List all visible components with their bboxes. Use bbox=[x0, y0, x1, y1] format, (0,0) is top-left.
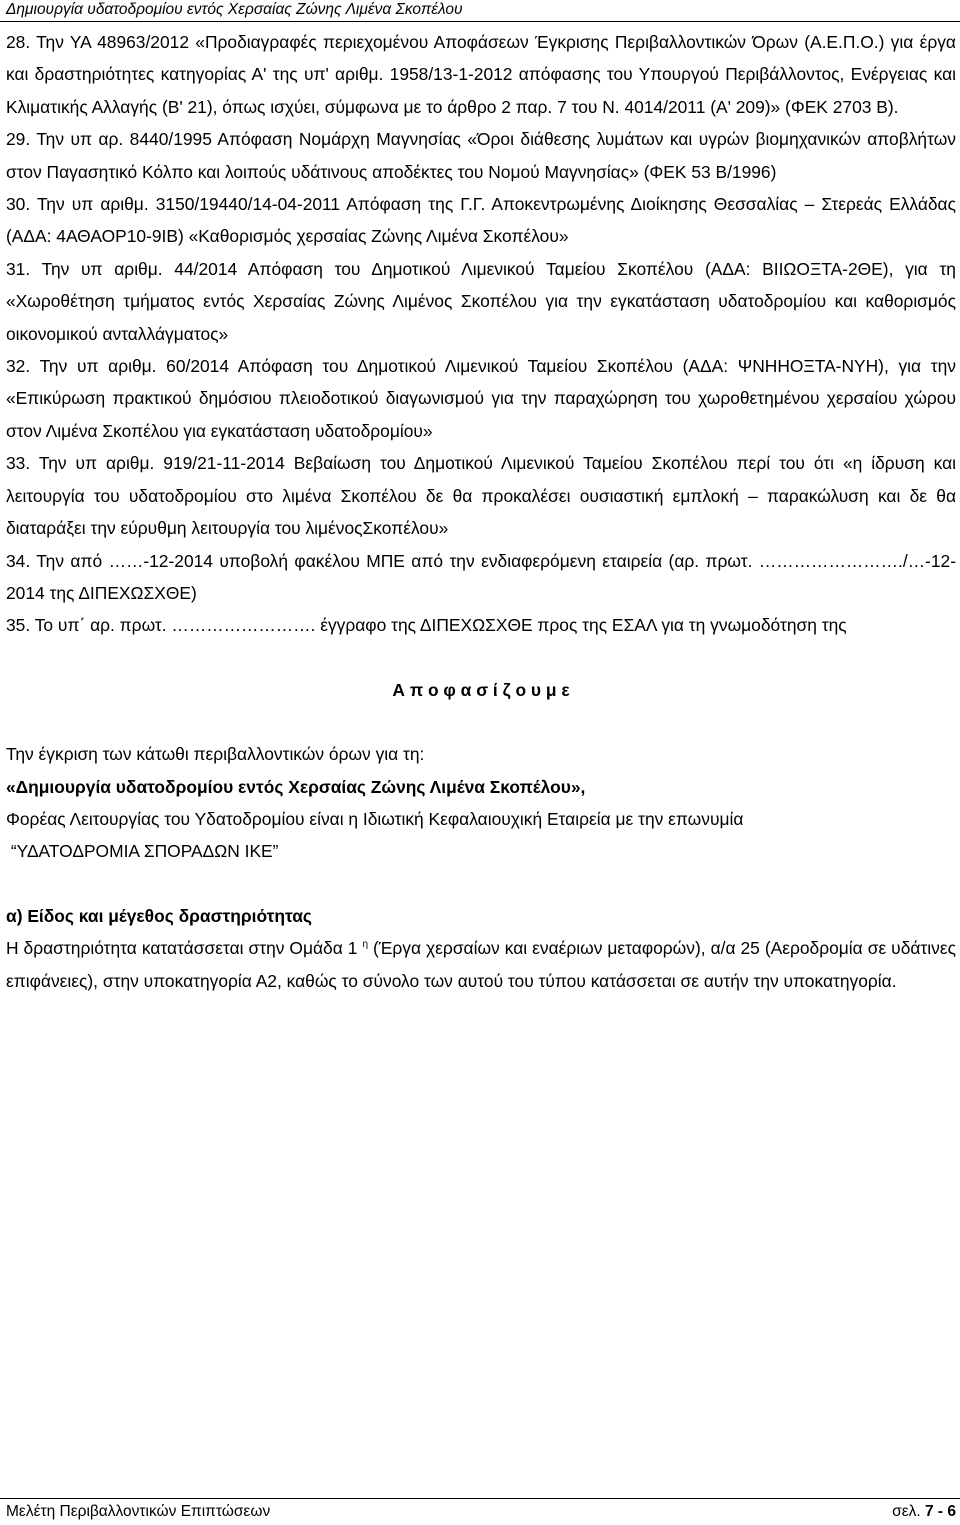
section-a-text-part: (Έργα χερσαίων και εναέριων μεταφορών), α/α 25 (Αεροδρομία σε υδάτινες επιφάνειες), στην υποκατηγορία Α2, καθώς το σύνολο των αυτού του τύπου κατάσσεται σε αυτήν την υποκατηγορία. bbox=[6, 938, 956, 991]
section-a-text-part: Η δραστηριότητα κατατάσσεται στην Ομάδα 1 bbox=[6, 938, 358, 959]
item-text: Την υπ αριθμ. 60/2014 Απόφαση του Δημοτικού Λιμενικού Ταμείου Σκοπέλου (ΑΔΑ: ΨΝΗΗΟΞΤΑ-ΝΥΗ), για την «Επικύρωση πρακτικού δημόσιου πλειοδοτικού διαγωνισμού για την παραχώρηση του χωροθετημένου χερσαίου χώρου στον Λιμένα Σκοπέλου για εγκατάσταση υδατοδρομίου» bbox=[6, 356, 956, 441]
operator-name bbox=[6, 835, 956, 867]
item-number: 28. bbox=[6, 32, 31, 52]
section-a-text bbox=[6, 932, 956, 997]
decision-intro: Την έγκριση των κάτωθι περιβαλλοντικών όρων για τη: bbox=[6, 744, 425, 765]
header-divider bbox=[0, 21, 960, 22]
item-text: Την υπ αριθμ. 919/21-11-2014 Βεβαίωση του Δημοτικού Λιμενικού Ταμείου Σκοπέλου περί του ότι «η ίδρυση και λειτουργία του υδατοδρομίου στο λιμένα Σκοπέλου δε θα προκαλέσει ουσιαστική εμπλοκή – παρακώλυση και δε θα διαταράξει την εύρυθμη λειτουργία του λιμένοςΣκοπέλου» bbox=[6, 453, 956, 539]
list-item-30 bbox=[6, 188, 956, 253]
list-item-32 bbox=[6, 350, 956, 447]
operator-line: Φορέας Λειτουργίας του Υδατοδρομίου είναι η Ιδιωτική Κεφαλαιουχική Εταιρεία με την επωνυμία bbox=[6, 808, 744, 829]
item-text: Την υπ αριθμ. 44/2014 Απόφαση του Δημοτικού Λιμενικού Ταμείου Σκοπέλου (ΑΔΑ: ΒΙΙΩΟΞΤΑ-2ΘΕ), για τη «Χωροθέτηση τμήματος εντός Χερσαίας Ζώνης Λιμένος Σκοπέλου για την εγκατάσταση υδατοδρομίου και καθορισμός οικονομικού ανταλλάγματος» bbox=[6, 258, 956, 344]
item-number: 32. bbox=[6, 356, 31, 377]
spacer bbox=[6, 642, 956, 674]
decision-heading: Α π ο φ α σ ί ζ ο υ μ ε bbox=[392, 679, 570, 700]
list-item-33 bbox=[6, 447, 956, 544]
list-item-29 bbox=[6, 123, 956, 188]
list-item-31 bbox=[6, 253, 956, 350]
page-number bbox=[892, 1503, 956, 1521]
item-text: Την ΥΑ 48963/2012 «Προδιαγραφές περιεχομένου Αποφάσεων Έγκρισης Περιβαλλοντικών Όρων (Α.Ε.Π.Ο.) για έργα και δραστηριότητες κατηγορίας Α' της υπ' αριθμ. 1958/13-1-2012 απόφασης του Υπουργού Περιβάλλοντος, Ενέργειας και Κλιματικής Αλλαγής (Β' 21), όπως ισχύει, σύμφωνα με το άρθρο 2 παρ. 7 του Ν. 4014/2011 (Α' 209)» (ΦΕΚ 2703 Β). bbox=[6, 32, 956, 117]
item-number: 31. bbox=[6, 258, 31, 279]
item-text: Το υπ΄ αρ. πρωτ. ……………………. έγγραφο της ΔΙΠΕΧΩΣΧΘΕ προς της ΕΣΑΛ για τη γνωμοδότηση της bbox=[34, 615, 847, 636]
item-number: 34. bbox=[6, 550, 31, 571]
list-item-34 bbox=[6, 545, 956, 610]
item-text: Την από ……-12-2014 υποβολή φακέλου ΜΠΕ από την ενδιαφερόμενη εταιρεία (αρ. πρωτ. ……………………./…-12-2014 της ΔΙΠΕΧΩΣΧΘΕ) bbox=[6, 550, 956, 603]
project-title: «Δημιουργία υδατοδρομίου εντός Χερσαίας Ζώνης Λιμένα Σκοπέλου», bbox=[6, 776, 586, 797]
footer-divider bbox=[0, 1498, 960, 1499]
page-prefix: σελ. bbox=[892, 1503, 921, 1520]
item-number: 29. bbox=[6, 129, 31, 150]
document-body bbox=[6, 26, 956, 997]
item-text: Την υπ αρ. 8440/1995 Απόφαση Νομάρχη Μαγνησίας «Όροι διάθεσης λυμάτων και υγρών βιομηχανικών αποβλήτων στον Παγασητικό Κόλπο και λοιπούς υδάτινους αποδέκτες του Νομού Μαγνησίας» (ΦΕΚ 53 Β/1996) bbox=[6, 129, 956, 182]
spacer bbox=[6, 706, 956, 738]
item-text: Την υπ αριθμ. 3150/19440/14-04-2011 Απόφαση της Γ.Γ. Αποκεντρωμένης Διοίκησης Θεσσαλίας – Στερεάς Ελλάδας (ΑΔΑ: 4ΑΘΑΟΡ10-9ΙΒ) «Καθορισμός χερσαίας Ζώνης Λιμένα Σκοπέλου» bbox=[6, 194, 956, 247]
operator-name-text: “ΥΔΑΤΟΔΡΟΜΙΑ ΣΠΟΡΑΔΩΝ ΙΚΕ” bbox=[10, 841, 279, 862]
list-item-28 bbox=[6, 26, 956, 123]
list-item-35 bbox=[6, 609, 956, 641]
item-number: 35. bbox=[6, 615, 31, 636]
section-a-title: α) Είδος και μέγεθος δραστηριότητας bbox=[6, 905, 312, 926]
page-num: 7 - 6 bbox=[924, 1503, 956, 1520]
item-number: 30. bbox=[6, 194, 31, 215]
running-header: Δημιουργία υδατοδρομίου εντός Χερσαίας Ζώνης Λιμένα Σκοπέλου bbox=[6, 1, 463, 18]
footer-title: Μελέτη Περιβαλλοντικών Επιπτώσεων bbox=[6, 1503, 271, 1520]
spacer bbox=[6, 868, 956, 900]
superscript: η bbox=[362, 939, 368, 951]
item-number: 33. bbox=[6, 453, 31, 474]
